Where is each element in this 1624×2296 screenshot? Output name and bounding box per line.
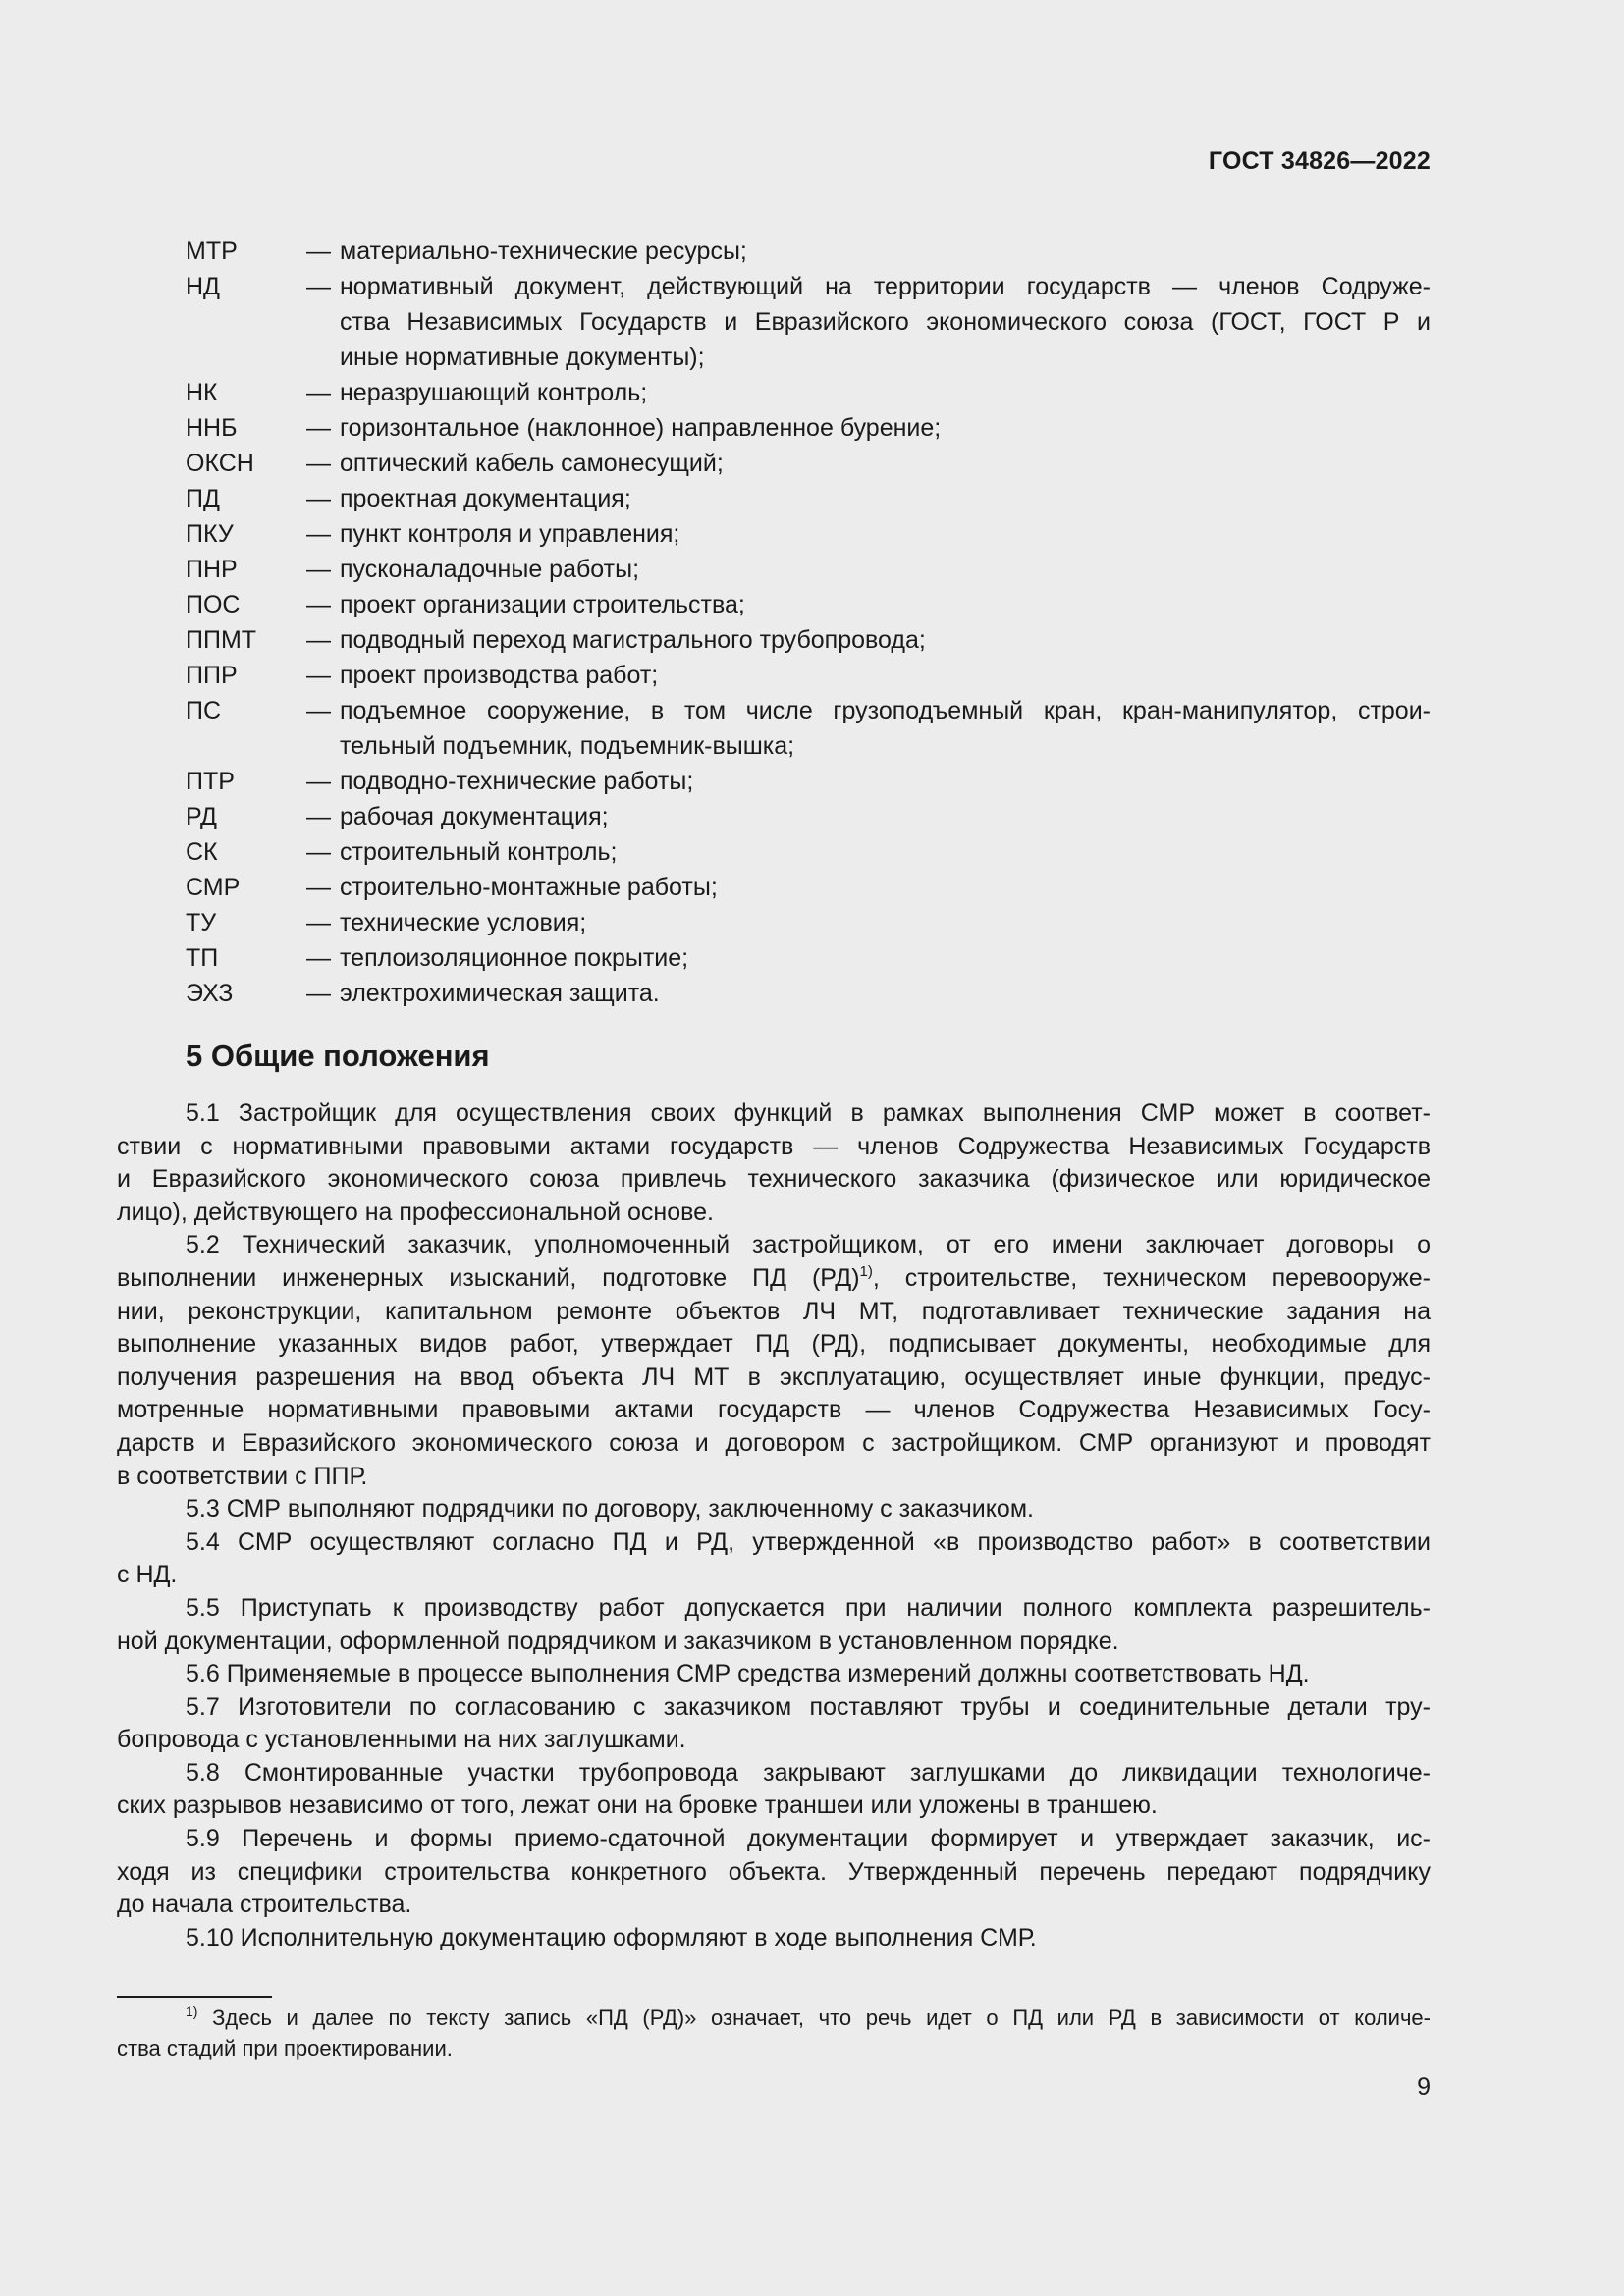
paragraph-line: в соответствии с ППР. [117,1462,368,1490]
abbreviation-row [186,658,1431,693]
definition-line: электрохимическая защита. [340,980,660,1007]
definition-line: технические условия; [340,909,587,936]
abbreviation-dash: — [306,697,331,724]
abbreviation-term: СК [186,838,218,866]
abbreviation-dash: — [306,520,331,548]
abbreviation-definition [340,410,1431,446]
abbreviation-definition [340,446,1431,481]
abbreviation-row [186,940,1431,976]
abbreviation-dash: — [306,591,331,618]
definition-line: пункт контроля и управления; [340,520,680,548]
paragraph-line: мотренные нормативными правовыми актами государств — членов Содружества Независимых Госу- [117,1396,1431,1424]
abbreviation-term: ТУ [186,909,217,936]
abbreviation-row [186,905,1431,940]
definition-line: строительный контроль; [340,838,618,866]
definition-line: оптический кабель самонесущий; [340,450,724,477]
abbreviation-dash: — [306,768,331,795]
abbreviation-definition [340,799,1431,834]
abbreviation-term: ПКУ [186,520,234,548]
abbreviation-term: ПС [186,697,222,724]
abbreviation-dash: — [306,909,331,936]
abbreviation-row [186,516,1431,552]
paragraph-line: 5.6 Применяемые в процессе выполнения СМР средства измерений должны соответствовать НД. [186,1660,1310,1688]
abbreviation-term: ПТР [186,768,235,795]
paragraph [117,1592,1431,1658]
definition-line: нормативный документ, действующий на территории государств — членов Содруже- [340,273,1431,300]
abbreviation-definition [340,834,1431,870]
definition-line: горизонтальное (наклонное) направленное бурение; [340,414,942,442]
paragraph-line: ствии с нормативными правовыми актами государств — членов Содружества Независимых Государств [117,1132,1431,1160]
paragraph-line: 5.4 СМР осуществляют согласно ПД и РД, утвержденной «в производство работ» в соответствии [186,1527,1431,1556]
paragraph-line: с НД. [117,1561,178,1589]
definition-line: пусконаладочные работы; [340,556,640,583]
definition-line: подводно-технические работы; [340,768,694,795]
paragraph [117,1229,1431,1493]
paragraph-line: нии, реконструкции, капитальном ремонте объектов ЛЧ МТ, подготавливает технические задания на [117,1297,1431,1325]
abbreviation-row [186,764,1431,799]
paragraph [117,1526,1431,1592]
paragraph-line: 5.5 Приступать к производству работ допускается при наличии полного комплекта разрешитель- [186,1593,1431,1622]
paragraph [117,1823,1431,1922]
paragraph-line: дарств и Евразийского экономического союза и договором с застройщиком. СМР организуют и проводят [117,1428,1431,1457]
definition-line: подводный переход магистрального трубопровода; [340,626,926,654]
paragraph-line: 5.1 Застройщик для осуществления своих функций в рамках выполнения СМР может в соответ- [186,1099,1431,1127]
paragraph [117,1757,1431,1823]
abbreviation-definition [340,622,1431,658]
paragraph-line: ских разрывов независимо от того, лежат они на бровке траншеи или уложены в траншею. [117,1791,1158,1820]
paragraph-line: 5.2 Технический заказчик, уполномоченный застройщиком, от его имени заключает договоры о [186,1231,1431,1259]
abbreviation-term: СМР [186,874,241,901]
abbreviation-dash: — [306,556,331,583]
abbreviation-term: ПД [186,485,220,512]
abbreviation-term: ЭХЗ [186,980,234,1007]
abbreviation-definition [340,481,1431,516]
paragraph-line: 5.10 Исполнительную документацию оформляют в ходе выполнения СМР. [186,1923,1037,1951]
abbreviation-term: ПНР [186,556,238,583]
abbreviation-dash: — [306,379,331,406]
abbreviation-definition [340,516,1431,552]
standard-designation: ГОСТ 34826—2022 [1208,147,1431,175]
abbreviation-dash: — [306,803,331,830]
abbreviation-dash: — [306,485,331,512]
abbreviation-row [186,234,1431,269]
abbreviation-definition [340,658,1431,693]
definition-line: ства Независимых Государств и Евразийского экономического союза (ГОСТ, ГОСТ Р и [340,308,1431,336]
definition-line: тельный подъемник, подъемник-вышка; [340,732,795,760]
abbreviation-definition [340,940,1431,976]
paragraph-line: получения разрешения на ввод объекта ЛЧ МТ в эксплуатацию, осуществляет иные функции, предус- [117,1362,1431,1391]
abbreviation-definition [340,234,1431,269]
paragraph-line: выполнении инженерных изысканий, подготовке ПД (РД)$^{1)}$, строительстве, техническом перевооруже- [117,1262,1432,1292]
abbreviation-row [186,552,1431,587]
page-number: 9 [1417,2073,1431,2101]
abbreviation-definition [340,764,1431,799]
definition-line: теплоизоляционное покрытие; [340,944,689,972]
paragraph-line: 5.8 Смонтированные участки трубопровода закрывают заглушками до ликвидации технологиче- [186,1758,1431,1787]
definition-line: подъемное сооружение, в том числе грузоподъемный кран, кран-манипулятор, строи- [340,697,1431,724]
abbreviation-term: НК [186,379,218,406]
definition-line: проект организации строительства; [340,591,745,618]
abbreviation-term: ТП [186,944,219,972]
abbreviation-dash: — [306,238,331,265]
abbreviation-dash: — [306,626,331,654]
abbreviation-definition [340,976,1431,1011]
footnote-line: ства стадий при проектировании. [117,2036,453,2060]
definition-line: строительно-монтажные работы; [340,874,718,901]
abbreviation-row [186,269,1431,375]
abbreviation-dash: — [306,838,331,866]
abbreviation-term: ПОС [186,591,241,618]
abbreviation-definition [340,269,1431,375]
paragraph-line: 5.3 СМР выполняют подрядчики по договору, заключенному с заказчиком. [186,1495,1034,1523]
abbreviation-term: РД [186,803,217,830]
paragraph-line: бопровода с установленными на них заглушками. [117,1726,686,1754]
abbreviation-row [186,834,1431,870]
footnote-separator [117,1996,272,1998]
definition-line: проектная документация; [340,485,631,512]
definition-line: материально-технические ресурсы; [340,238,747,265]
paragraph [117,1097,1431,1229]
abbreviation-row [186,693,1431,764]
paragraph-line: 5.7 Изготовители по согласованию с заказчиком поставляют трубы и соединительные детали тру- [186,1692,1431,1721]
section-title: 5 Общие положения [186,1039,490,1073]
abbreviation-dash: — [306,450,331,477]
abbreviation-definition [340,905,1431,940]
abbreviation-term: ППР [186,662,238,689]
footnote-reference: 1) [859,1262,873,1280]
abbreviation-dash: — [306,273,331,300]
definition-line: рабочая документация; [340,803,609,830]
paragraph [117,1922,1431,1955]
paragraph [117,1493,1431,1526]
definition-line: неразрушающий контроль; [340,379,648,406]
abbreviation-definition [340,587,1431,622]
paragraph-line: выполнение указанных видов работ, утверждает ПД (РД), подписывает документы, необходимые для [117,1330,1431,1359]
abbreviation-definition [340,552,1431,587]
abbreviation-term: МТР [186,238,238,265]
footnote-mark: 1) [186,2003,198,2019]
abbreviation-row [186,587,1431,622]
abbreviation-row [186,976,1431,1011]
footnote [117,2002,1431,2063]
abbreviation-row [186,410,1431,446]
abbreviation-dash: — [306,662,331,689]
paragraph-line: до начала строительства. [117,1891,412,1919]
paragraph-line: и Евразийского экономического союза привлечь технического заказчика (физическое или юридическое [117,1165,1431,1194]
abbreviation-term: НД [186,273,220,300]
abbreviation-dash: — [306,414,331,442]
paragraph [117,1658,1431,1691]
abbreviation-definition [340,693,1431,764]
abbreviation-row [186,446,1431,481]
abbreviation-row [186,375,1431,410]
abbreviations-list [186,234,1431,1011]
abbreviation-definition [340,870,1431,905]
abbreviation-row [186,622,1431,658]
paragraph-line: лицо), действующего на профессиональной основе. [117,1198,714,1226]
abbreviation-row [186,799,1431,834]
abbreviation-row [186,481,1431,516]
abbreviation-row [186,870,1431,905]
definition-line: иные нормативные документы); [340,344,705,371]
abbreviation-dash: — [306,874,331,901]
footnote-line: $^{1)}$ Здесь и далее по тексту запись «ПД (РД)» означает, что речь идет о ПД или РД в зависимости от количе- [186,2003,1431,2030]
abbreviation-definition [340,375,1431,410]
abbreviation-term: ППМТ [186,626,257,654]
abbreviation-term: ОКСН [186,450,254,477]
definition-line: проект производства работ; [340,662,659,689]
section-body [117,1097,1431,1954]
paragraph-line: 5.9 Перечень и формы приемо-сдаточной документации формирует и утверждает заказчик, ис- [186,1825,1431,1853]
paragraph-line: ной документации, оформленной подрядчиком и заказчиком в установленном порядке. [117,1627,1119,1655]
abbreviation-term: ННБ [186,414,238,442]
abbreviation-dash: — [306,980,331,1007]
paragraph [117,1691,1431,1757]
abbreviation-dash: — [306,944,331,972]
paragraph-line: ходя из специфики строительства конкретного объекта. Утвержденный перечень передают подрядчику [117,1857,1431,1886]
